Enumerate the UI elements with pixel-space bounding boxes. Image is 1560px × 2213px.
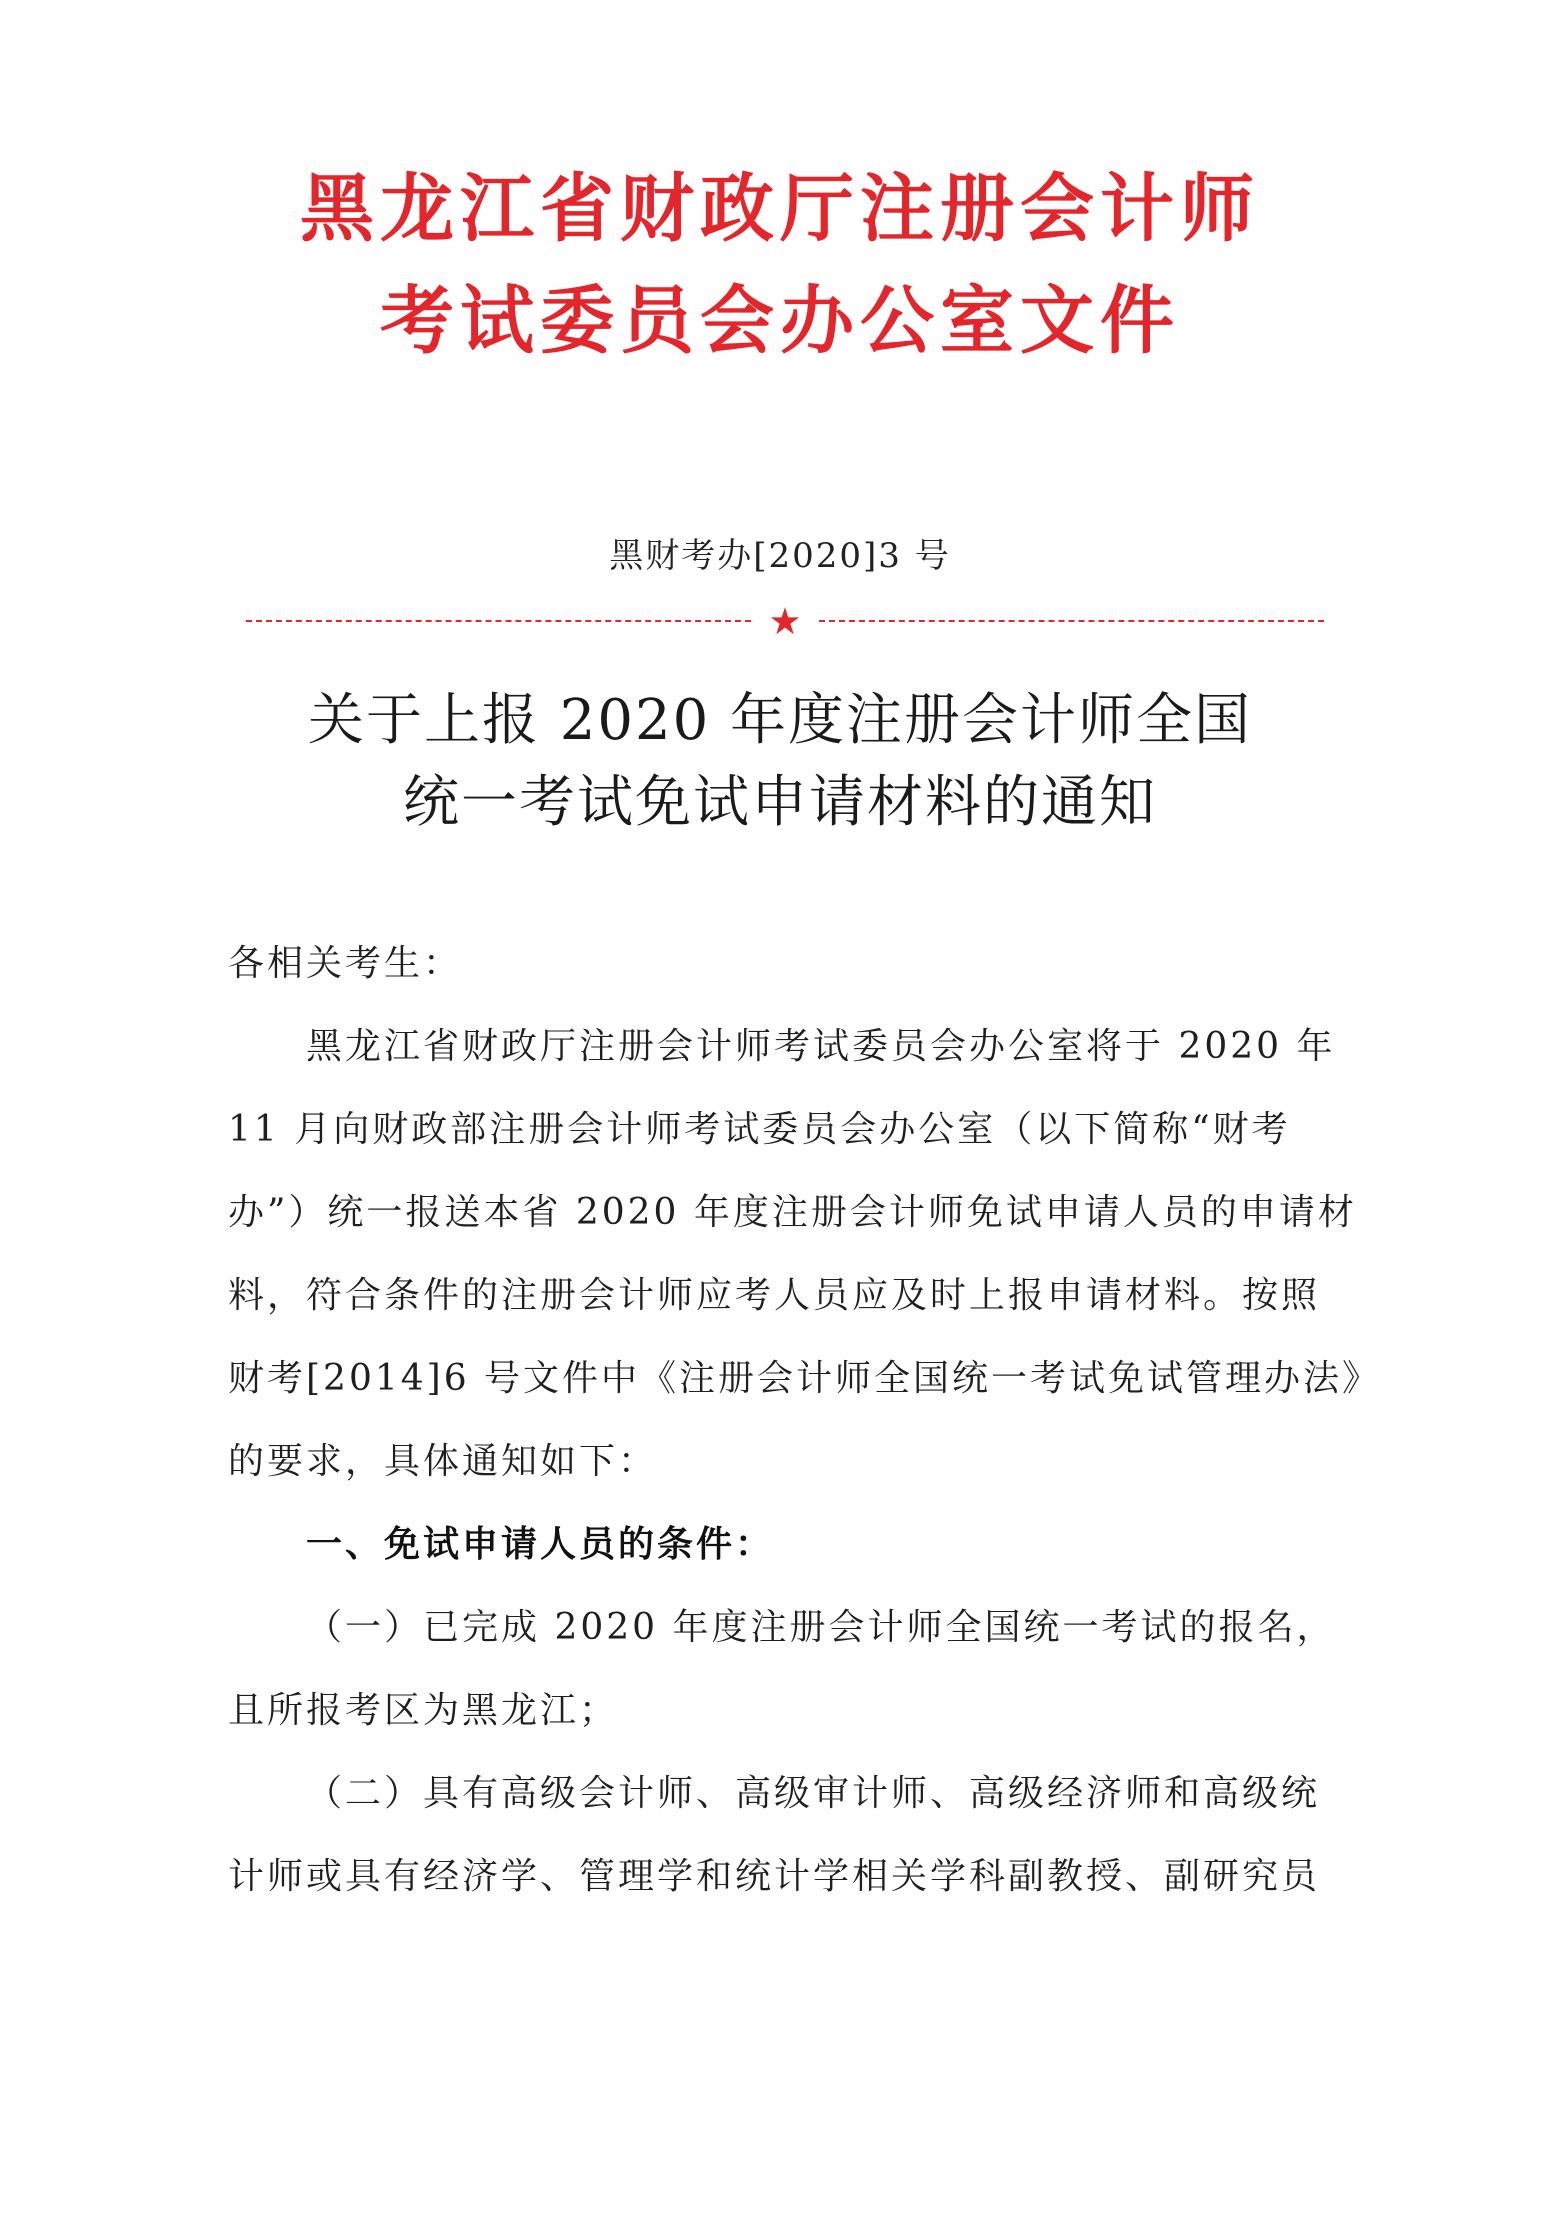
separator-line-left (246, 620, 751, 622)
condition-item-line: 计师或具有经济学、管理学和统计学相关学科副教授、副研究员 (228, 1856, 1321, 1897)
condition-item-line: 且所报考区为黑龙江； (228, 1690, 619, 1731)
intro-line: 11 月向财政部注册会计师考试委员会办公室（以下简称“财考 (228, 1109, 1291, 1150)
document-number: 黑财考办[2020]3 号 (609, 536, 951, 576)
document-title-line-1: 关于上报 2020 年度注册会计师全国 (307, 688, 1253, 753)
document-title-line-2: 统一考试免试申请材料的通知 (403, 770, 1157, 835)
section-heading: 一、免试申请人员的条件： (306, 1524, 775, 1565)
issuing-authority-line-2: 考试委员会办公室文件 (380, 278, 1180, 364)
intro-line: 黑龙江省财政厅注册会计师考试委员会办公室将于 2020 年 (306, 1026, 1336, 1067)
intro-line: 料，符合条件的注册会计师应考人员应及时上报申请材料。按照 (228, 1275, 1321, 1316)
red-separator (246, 606, 1324, 636)
salutation: 各相关考生： (228, 943, 463, 984)
condition-item-line: （二）具有高级会计师、高级审计师、高级经济师和高级统 (306, 1773, 1321, 1814)
intro-line: 办”）统一报送本省 2020 年度注册会计师免试申请人员的申请材 (228, 1192, 1357, 1233)
separator-line-right (819, 620, 1324, 622)
intro-line: 财考[2014]6 号文件中《注册会计师全国统一考试免试管理办法》 (228, 1358, 1382, 1399)
star-icon (770, 606, 800, 636)
condition-item-line: （一）已完成 2020 年度注册会计师全国统一考试的报名， (306, 1607, 1336, 1648)
intro-line: 的要求，具体通知如下： (228, 1441, 658, 1482)
issuing-authority-line-1: 黑龙江省财政厅注册会计师 (300, 166, 1260, 252)
